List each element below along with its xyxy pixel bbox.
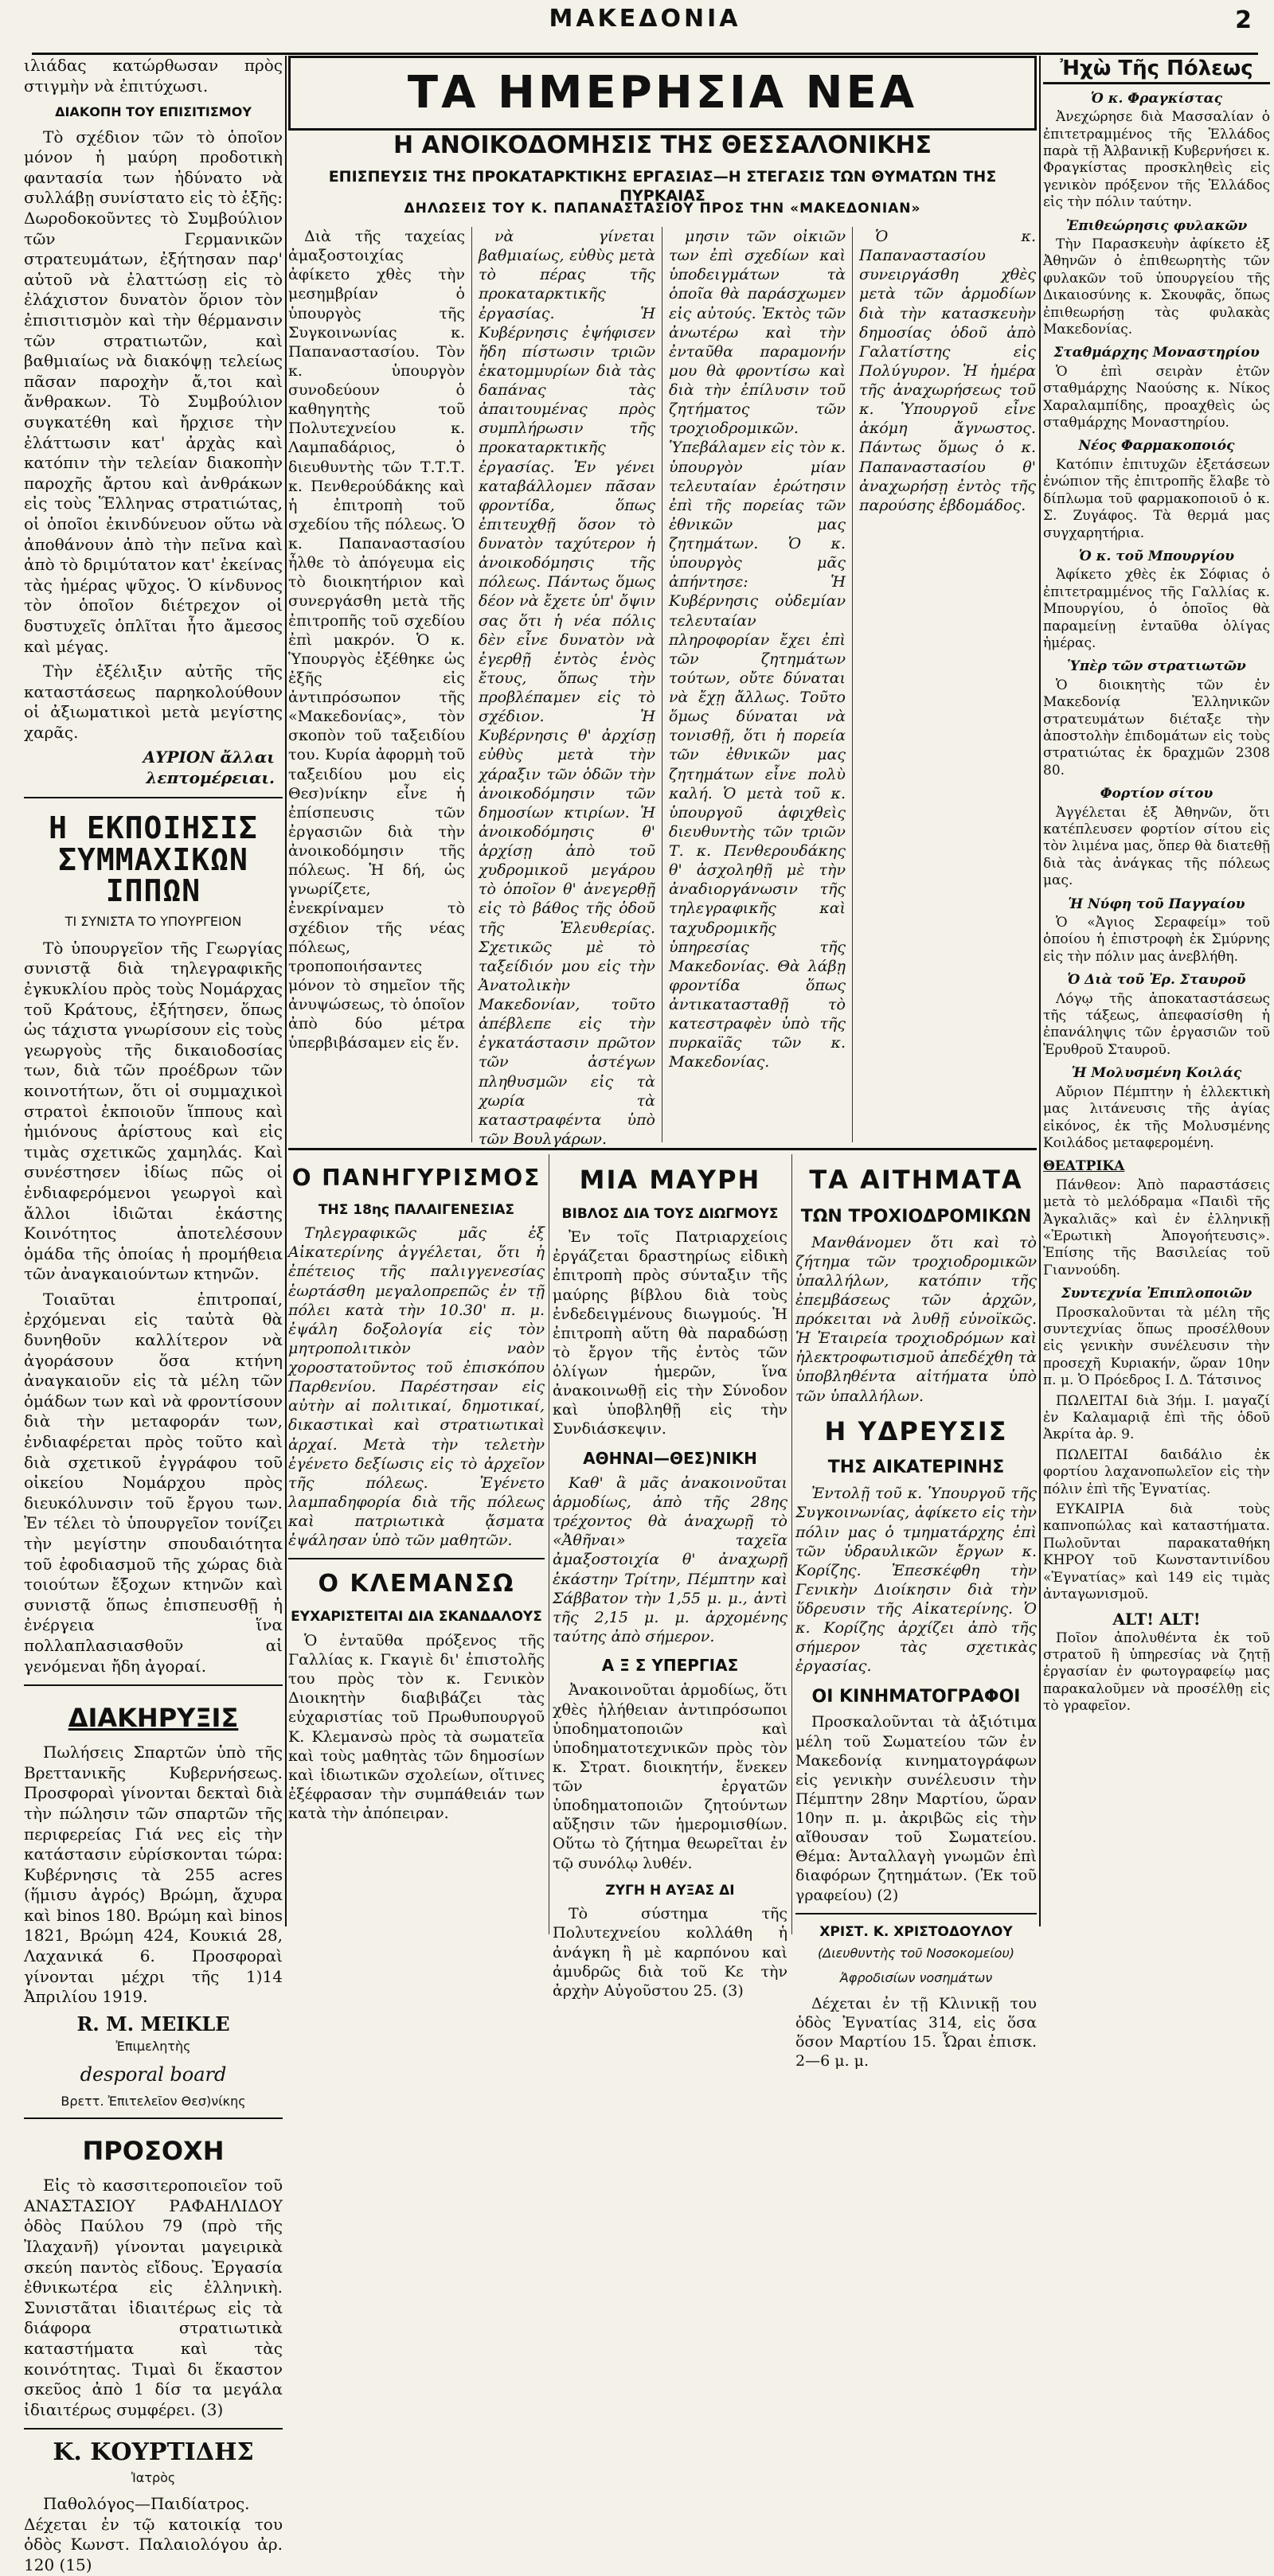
divider	[24, 2428, 283, 2430]
item-text: Ὁ ἐπὶ σειρὰν ἐτῶν σταθμάρχης Ναούσης κ. Νίκος Χαραλαμπίδης, προαχθεὶς ὡς σταθμάρχης Μοναστηρίου.	[1043, 363, 1270, 431]
item-title: Ὑπὲρ τῶν στρατιωτῶν	[1067, 658, 1246, 675]
divider	[288, 1558, 545, 1559]
article-paragraph: Ἀνακοινοῦται ἁρμοδίως, ὅτι χθὲς ἠλήθειαν ἀντιπρόσωποι ὑποδηματοποιῶν καὶ ὑποδηματοτεχνικῶν πρὸς τὸν κ. Στρατ. διοικητήν, ἕνεκεν τῶν ἐργατῶν ὑποδηματοποιῶν ζητούντων αὔξησιν τῶν ἡμερομισθίων. Οὕτω τὸ ζήτημα θεωρεῖται ἐν τῷ συνόλῳ λυθέν.	[553, 1681, 787, 1872]
item-text: Τὴν Παρασκευὴν ἀφίκετο ἐξ Ἀθηνῶν ὁ ἐπιθεωρητὴς τῶν φυλακῶν τοῦ ὑπουργείου τῆς Δικαιοσύνης κ. Σκουφᾶς, ὅπως ἐπιθεωρήσῃ τὰς φυλακὰς Μακεδονίας.	[1043, 236, 1270, 338]
article-paragraph: Καθ' ἃ μᾶς ἀνακοινοῦται ἁρμοδίως, ἀπὸ τῆς 28ης τρέχοντος θὰ ἀναχωρῇ τὸ «Ἀθῆναι» ταχεῖα ἀμαξοστοιχία θ' ἀναχωρῇ ἑκάστην Τρίτην, Πέμπτην καὶ Σάββατον τὴν 1,55 μ. μ., ἀντὶ τῆς 2,15 μ. μ. ἀρχομένης ταύτης ἀπὸ σήμερον.	[553, 1473, 787, 1645]
article-paragraph: μησιν τῶν οἰκιῶν των ἐπὶ σχεδίων καὶ ὑποδειγμάτων τὰ ὁποῖα θὰ παράσχωμεν εἰς αὐτούς. Ἐκτὸς τῶν ἀνωτέρω καὶ τὴν ἐνταῦθα παραμονήν μου θὰ φροντίσω καὶ διὰ τὴν ἐπίλυσιν τοῦ ζητήματος τῶν τροχιοδρομικῶν. Ὑπεβάλαμεν εἰς τὸν κ. ὑπουργὸν μίαν τελευταίαν ἐρώτησιν ἐπὶ τῆς πορείας τῶν ἐθνικῶν μας ζητημάτων. Ὁ κ. ὑπουργὸς μᾶς ἀπήντησε: Ἡ Κυβέρνησις οὐδεμίαν τελευταίαν πληροφορίαν ἔχει ἐπὶ τῶν ζητημάτων τούτων, οὔτε δύναται νὰ ἔχῃ ἄλλως. Τοῦτο ὅμως δύναται νὰ τονισθῇ, ὅτι ἡ πορεία τῶν ἐθνικῶν μας ζητημάτων εἶνε πολὺ καλή. Ὁ μετὰ τοῦ κ. ὑπουργοῦ ἀφιχθεὶς διευθυντὴς τῶν τριῶν Τ. κ. Πενθερουδάκης θ' ἀσχοληθῇ μὲ τὴν ἀναδιοργάνωσιν τῆς τηλεγραφικῆς καὶ ταχυδρομικῆς ὑπηρεσίας τῆς Μακεδονίας. Θὰ λάβῃ φροντίδα ὅπως ἀντικατασταθῇ τὸ κατεστραφὲν ὑπὸ τῆς πυρκαϊᾶς τῶν κ. Μακεδονίας.	[669, 228, 846, 1071]
item-text: Ἀγγέλεται ἐξ Ἀθηνῶν, ὅτι κατέπλευσεν φορτίον σίτου εἰς τὸν λιμένα μας, ὅπερ θὰ διατεθῇ διὰ τὰς ἀνάγκας τῆς πόλεως μας.	[1043, 804, 1270, 889]
classified-ad: ΠΩΛΕΙΤΑΙ διὰ 3ήμ. Ι. μαγαζί ἐν Καλαμαριᾷ ἐπὶ τῆς ὁδοῦ Ἀκρίτα ἀρ. 9.	[1043, 1392, 1270, 1443]
ad-role: (Διευθυντὴς τοῦ Νοσοκομείου)	[818, 1946, 1014, 1961]
item-text: Πάνθεον: Ἀπὸ παραστάσεις μετὰ τὸ μελόδραμα «Παιδὶ τῆς Ἀγκαλιᾶς» καὶ ἐν ἐλληνικῇ «Ἐρωτικὴ Ἀπογοήτευσις». Ἐπίσης τῆς Βασιλείας τοῦ Γιαννούδη.	[1043, 1177, 1270, 1278]
article-subheadline: ΤΩΝ ΤΡΟΧΙΟΔΡΟΜΙΚΩΝ	[800, 1206, 1032, 1227]
page-number: 2	[1235, 6, 1252, 34]
item-title: Φορτίον σίτου	[1100, 786, 1213, 802]
article-headline: ΟΙ ΚΙΝΗΜΑΤΟΓΡΑΦΟΙ	[811, 1686, 1021, 1707]
section-title: ΔΙΑΚΟΠΗ ΤΟΥ ΕΠΙΣΙΤΙΣΜΟΥ	[55, 104, 252, 120]
item-title: Ὁ κ. Φραγκίστας	[1090, 90, 1223, 107]
article-paragraph: Τὸ ὑπουργεῖον τῆς Γεωργίας συνιστᾷ διὰ τηλεγραφικῆς ἐγκυκλίου πρὸς τοὺς Νομάρχας τοῦ Κράτους, ἐξήτησεν, ὅπως ὡς τάχιστα γνωρίσουν εἰς τοὺς γεωργοὺς τῆς δικαιοδοσίας των, διὰ τῶν προέδρων τῶν κοινοτήτων, ὅτι οἱ συμμαχικοὶ στρατοὶ ἐκποιοῦν ἵππους καὶ ἡμιόνους ἀρίστους καὶ εἰς τιμὰς σχετικῶς χαμηλάς. Καὶ συνέστησεν ἰδίως πῶς οἱ ἐνδιαφερόμενοι γεωργοὶ καὶ ἄλλοι ἰδιῶται ἑκάστης Κοινότητος ἀποτελέσουν ὁμάδα τῆς ὁποίας ἡ προμήθεια τῶν ἀναγκαιούντων κτηνῶν.	[24, 938, 283, 1284]
ad-signer: R. M. MEIKLE	[76, 2012, 230, 2035]
article-headline: Ο ΠΑΝΗΓΥΡΙΣΜΟΣ	[291, 1165, 541, 1191]
article-paragraph: Ὁ κ. Παπαναστασίου συνειργάσθη χθὲς μετὰ τῶν ἁρμοδίων διὰ τὴν κατασκευὴν δημοσίας ὁδοῦ ἀπὸ Γαλατίστης εἰς Πολύγυρον. Ἡ ἡμέρα τῆς ἀναχωρήσεως τοῦ κ. Ὑπουργοῦ εἶνε ἀκόμη ἄγνωστος. Πάντως ὅμως ὁ κ. Παπαναστασίου θ' ἀναχωρήσῃ ἐντὸς τῆς παρούσης ἑβδομάδος.	[859, 228, 1036, 514]
article-headline: Ο ΚΛΕΜΑΝΣΩ	[318, 1570, 515, 1598]
divider	[24, 2117, 283, 2119]
lead-column-4	[859, 227, 1036, 1142]
ad-title: ALT! ALT!	[1112, 1610, 1201, 1630]
article-sign: ΑΥΡΙΟΝ ἄλλαι λεπτομέρειαι.	[143, 747, 275, 788]
item-title: Ἡ Νύφη τοῦ Παγγαίου	[1068, 896, 1245, 912]
item-text: Ὁ «Ἀγιος Σεραφείμ» τοῦ ὁποίου ἡ ἐπιστροφὴ ἐκ Σμύρνης εἰς τὴν πόλιν μας ἀνεβλήθη.	[1043, 915, 1270, 965]
ad-signer-role: Ἐπιμελητὴς	[115, 2038, 191, 2054]
article-headline: ΤΑ ΑΙΤΗΜΑΤΑ	[809, 1165, 1023, 1195]
ad-signer-place: Βρεττ. Ἐπιτελεῖον Θεσ)νίκης	[61, 2093, 246, 2109]
article-subheadline: ΤΙ ΣΥΝΙΣΤΑ ΤΟ ΥΠΟΥΡΓΕΙΟΝ	[64, 914, 242, 930]
column-rule	[791, 1154, 792, 1934]
item-title: Ὁ κ. τοῦ Μπουργίου	[1078, 548, 1235, 564]
article-paragraph: Τὴν ἐξέλιξιν αὐτῆς τῆς καταστάσεως παρηκολούθουν οἱ ἀξιωματικοὶ μετὰ μεγίστης χαρᾶς.	[24, 662, 283, 742]
left-column	[24, 56, 283, 2574]
classified-ad: ΕΥΚΑΙΡΙΑ διὰ τοὺς καπνοπώλας καὶ καταστήματα. Πωλοῦνται παρακαταθήκη ΚΗΡΟΥ τοῦ Κωνσταντινίδου «Ἐγνατίας» καὶ 149 εἰς τιμὰς ἀνταγωνισμοῦ.	[1043, 1501, 1270, 1603]
item-title: Συντεχνία Ἐπιπλοποιῶν	[1061, 1286, 1253, 1302]
lead-byline: ΔΗΛΩΣΕΙΣ ΤΟΥ Κ. ΠΑΠΑΝΑΣΤΑΣΙΟΥ ΠΡΟΣ ΤΗΝ «ΜΑΚΕΔΟΝΙΑΝ»	[404, 201, 921, 217]
article-paragraph: Τοιαῦται ἐπιτροπαί, ἐρχόμεναι εἰς ταὐτὰ θὰ δυνηθοῦν καλλίτερον νὰ ἀγοράσουν ὅσα κτήνη ἀναγκαιοῦν εἰς τὰ μέλη τῶν ὁμάδων των καὶ νὰ φροντίσουν διὰ τὴν μεταφοράν των, ἐνδιαφέρεται πρὸς τοῦτο καὶ διὰ σχετικοῦ ἐγγράφου τοῦ οἰκείου Νομάρχου πρὸς διευκόλυνσιν τοῦ ἔργου των. Ἐν τέλει τὸ ὑπουργεῖον τονίζει τὴν μεγίστην σπουδαιότητα τοῦ ἐφοδιασμοῦ τῆς χώρας διὰ τοιούτων ἔξοχων κτηνῶν καὶ συνιστᾷ ὅπως ἐπισπευσθῇ ἡ ἐνέργεια ἵνα πολλαπλασιασθοῦν αἱ γενόμεναι ἤδη ἀγοραί.	[24, 1289, 283, 1676]
item-text: Προσκαλοῦνται τὰ μέλη τῆς συντεχνίας ὅπως προσέλθουν εἰς γενικὴν συνέλευσιν τὴν προσεχῆ Κυριακήν, ὥραν 10ην π. μ. Ὁ Πρόεδρος Ι. Δ. Τάτσινος	[1043, 1304, 1270, 1389]
section-banner: ΤΑ ΗΜΕΡΗΣΙΑ ΝΕΑ	[288, 56, 1037, 131]
article-subheadline: ΤΗΣ 18ης ΠΑΛΑΙΓΕΝΕΣΙΑΣ	[318, 1201, 515, 1218]
bottom-column-3	[795, 1154, 1037, 2071]
classified-ad: ΠΩΛΕΙΤΑΙ δαιδάλιο ἐκ φορτίου λαχανοπωλεῖον εἰς τὴν πόλιν ἐπὶ τῆς Ἐγνατίας.	[1043, 1446, 1270, 1497]
ad-specialty: Ἀφροδισίων νοσημάτων	[839, 1969, 993, 1985]
lead-column-1	[288, 227, 465, 1142]
ad-text: Παθολόγος—Παιδίατρος. Δέχεται ἐν τῷ κατοικίᾳ του ὁδὸς Κωνστ. Παλαιολόγου ἀρ. 120 (15)	[24, 2494, 283, 2574]
column-rule	[471, 227, 472, 1142]
item-title: Ἐπιθεώρησις φυλακῶν	[1065, 217, 1248, 234]
item-text: Αὔριον Πέμπτην ἡ ἑλλεκτικὴ μας λιτάνευσις τῆς ἁγίας εἰκόνος, ἐκ τῆς Μολυσμένης Κοιλάδος μεταφερομένη.	[1043, 1083, 1270, 1151]
center-section	[288, 56, 1037, 2071]
divider	[24, 797, 283, 798]
masthead	[32, 5, 1258, 55]
item-title: Ὁ Διὰ τοῦ Ἐρ. Σταυροῦ	[1067, 972, 1246, 989]
column-rule	[852, 227, 853, 1142]
lead-column-3	[669, 227, 846, 1142]
column-title: Ἠχὼ Τῆς Πόλεως	[1043, 56, 1270, 84]
article-subheadline: ΒΙΒΛΟΣ ΔΙΑ ΤΟΥΣ ΔΙΩΓΜΟΥΣ	[561, 1205, 779, 1222]
ad-signer-org: desporal board	[80, 2063, 227, 2086]
ad-text: Εἰς τὸ κασσιτεροποιεῖον τοῦ ΑΝΑΣΤΑΣΙΟΥ ΡΑΦΑΗΛΙΔΟΥ ὁδὸς Παύλου 79 (πρὸ τῆς Ἰλαχανῆ) γίνονται μαγειρικὰ σκεύη παντὸς εἴδους. Ἐργασία ἐθνικωτέρα εἰς ἐλληνικὴ. Συνιστᾶται ἰδιαιτέρως εἰς τὰ διάφορα στρατιωτικὰ καταστήματα καὶ τὰς κοινότητας. Τιμαὶ δι ἕκαστον σκεῦος ἀπὸ 1 δίσ τα μεγάλα ἰδιαιτέρως συμφέρει. (3)	[24, 2176, 283, 2419]
ad-title: ΠΡΟΣΟΧΗ	[82, 2136, 225, 2167]
item-title: Νέος Φαρμακοποιός	[1078, 438, 1235, 455]
item-text: Ἀφίκετο χθὲς ἐκ Σόφιας ὁ ἐπιτετραμμένος τῆς Γαλλίας κ. Μπουργίου, ὁ ὁποῖος θὰ παραμείνῃ ἐνταῦθα ὀλίγας ἡμέρας.	[1043, 567, 1270, 651]
divider	[24, 1684, 283, 1686]
bottom-column-2	[553, 1154, 787, 2000]
article-paragraph: Προσκαλοῦνται τὰ ἀξιότιμα μέλη τοῦ Σωματείου τῶν ἐν Μακεδονίᾳ κινηματογράφων εἰς γενικὴν συνέλευσιν τὴν Πέμπτην 28ην Μαρτίου, ὥραν 10ην π. μ. ἀκριβῶς εἰς τὴν αἴθουσαν τοῦ Σωματείου. Θέμα: Ἀνταλλαγὴ γνωμῶν ἐπὶ διαφόρων ζητημάτων. (Ἐκ τοῦ γραφείου) (2)	[795, 1713, 1037, 1904]
column-rule	[1039, 56, 1041, 1926]
article-headline: Α Ξ Σ ΥΠΕΡΓΙΑΣ	[601, 1656, 739, 1676]
ad-text: Δέχεται ἐν τῇ Κλινικῇ του ὁδὸς Ἐγνατίας 314, εἰς ὅσα ὅσον Μαρτίου 15. Ὧραι ἐπισκ. 2—6 μ. μ.	[795, 1994, 1037, 2071]
article-paragraph: Τὸ σύστημα τῆς Πολυτεχνείου κολλάθη ἡ ἀνάγκη ἢ μὲ καρπόνου καὶ ἀμυδρῶς διὰ τοῦ Κε τὴν ἀρχὴν Αὐγοῦστου 25. (3)	[553, 1905, 787, 2000]
item-title: ΘΕΑΤΡΙΚΑ	[1043, 1158, 1125, 1175]
article-headline: ΜΙΑ ΜΑΥΡΗ	[579, 1165, 761, 1195]
item-text: Ἀνεχώρησε διὰ Μασσαλίαν ὁ ἐπιτετραμμένος τῆς Ἑλλάδος παρὰ τῇ Ἀλβανικῇ Κυβερνήσει κ. Φραγκίστας προσκληθεὶς εἰς γενικὸν πρόξενον τῆς Ἑλλάδος εἰς τὴν πόλιν ταύτην.	[1043, 109, 1270, 211]
article-headline: ΑΘΗΝΑΙ—ΘΕΣ)ΝΙΚΗ	[583, 1448, 757, 1468]
article-paragraph: νὰ γίνεται βαθμιαίως, εὐθὺς μετὰ τὸ πέρας τῆς προκαταρκτικῆς ἐργασίας. Ἡ Κυβέρνησις ἐψήφισεν ἤδη πίστωσιν τριῶν ἑκατομμυρίων διὰ τὰς δαπάνας τὰς ἀπαιτουμένας πρὸς συμπλήρωσιν τῆς προκαταρκτικῆς ἐργασίας. Ἐν γένει καταβάλλομεν πᾶσαν φροντίδα, ὅπως ἐπιτευχθῇ ὅσον τὸ δυνατὸν ταχύτερον ἡ ἀνοικοδόμησις τῆς πόλεως. Πάντως ὅμως δέον νὰ ἔχετε ὑπ' ὄψιν σας ὅτι ἡ νέα πόλις δὲν εἶνε δυνατὸν νὰ ἐγερθῇ ἐντὸς ἑνὸς ἔτους, ὅπως τὴν προβλέπαμεν εἰς τὸ σχέδιον. Ἡ Κυβέρνησις θ' ἀρχίσῃ εὐθὺς μετὰ τὴν χάραξιν τῶν ὁδῶν τὴν ἀνοικοδόμησιν τῶν δημοσίων κτιρίων. Ἡ ἀνοικοδόμησις θ' ἀρχίσῃ ἀπὸ τοῦ χυδρομικοῦ μεγάρου τὸ ὁποῖον θ' ἀνεγερθῇ εἰς τὸ βάθος τῆς ὁδοῦ τῆς Ἐλευθερίας. Σχετικῶς μὲ τὸ ταξείδιόν μου εἰς τὴν Ἀνατολικὴν Μακεδονίαν, τοῦτο ἀπέβλεπε εἰς τὴν ἐγκατάστασιν πρῶτον τῶν ἀστέγων πληθυσμῶν εἰς τὰ χωρία τὰ καταστραφέντα ὑπὸ τῶν Βουλγάρων.	[479, 228, 655, 1148]
ad-role: Ἰατρὸς	[131, 2469, 176, 2485]
ad-name: ΧΡΙΣΤ. Κ. ΧΡΙΣΤΟΔΟΥΛΟΥ	[819, 1923, 1013, 1940]
article-subheadline: ΤΗΣ ΑΙΚΑΤΕΡΙΝΗΣ	[827, 1458, 1005, 1478]
divider	[795, 1913, 1037, 1914]
column-rule	[285, 56, 287, 1926]
lead-headline: Η ΑΝΟΙΚΟΔΟΜΗΣΙΣ ΤΗΣ ΘΕΣΣΑΛΟΝΙΚΗΣ	[393, 131, 932, 159]
lead-column-2	[479, 227, 655, 1148]
ad-title: ΔΙΑΚΗΡΥΞΙΣ	[68, 1703, 239, 1734]
article-paragraph: Ἐν τοῖς Πατριαρχείοις ἐργάζεται δραστηρίως εἰδικὴ ἐπιτροπὴ πρὸς σύνταξιν τῆς μαύρης βίβλου διὰ τοὺς ἐνδεδειγμένους διωγμούς. Ἡ ἐπιτροπὴ αὕτη θὰ παραδώσῃ τὸ ἔργον τῆς ἐντὸς τῶν ὀλίγων ἡμερῶν, ἵνα ἀνακοινωθῇ εἰς τὴν Σύνοδον καὶ ὑποβληθῇ εἰς τὴν Συνδιάσκεψιν.	[553, 1228, 787, 1438]
item-title: Ἡ Μολυσμένη Κοιλάς	[1071, 1065, 1242, 1082]
article-paragraph: Τηλεγραφικῶς μᾶς ἐξ Αἰκατερίνης ἀγγέλεται, ὅτι ἡ ἐπέτειος τῆς παλιγγενεσίας ἑωρτάσθη μεγαλοπρεπῶς ἐν τῇ πόλει κατὰ τὴν 10.30' π. μ. ἐψάλη δοξολογία εἰς τὸν μητροπολιτικὸν ναὸν χοροστατοῦντος τοῦ ἐπισκόπου Παρθενίου. Παρέστησαν εἰς αὐτὴν αἱ πολιτικαί, δημοτικαί, δικαστικαὶ καὶ στρατιωτικαὶ ἀρχαί. Μετὰ τὴν τελετὴν ἐγένετο δεξίωσις εἰς τὸ ἀρχεῖον τῆς πόλεως. Ἐγένετο λαμπαδηφορία διὰ τῆς πόλεως καὶ πατριωτικὰ ᾄσματα ἐψάλησαν ὑπὸ τῶν μαθητῶν.	[288, 1224, 545, 1550]
item-text: Κατόπιν ἐπιτυχῶν ἐξετάσεων ἐνώπιον τῆς ἐπιτροπῆς ἔλαβε τὸ δίπλωμα τοῦ φαρμακοποιοῦ ὁ κ. Σ. Ζυγάφος. Τὰ θερμά μας συγχαρητήρια.	[1043, 456, 1270, 541]
bottom-column-1	[288, 1154, 545, 1934]
lead-subheadline: ΕΠΙΣΠΕΥΣΙΣ ΤΗΣ ΠΡΟΚΑΤΑΡΚΤΙΚΗΣ ΕΡΓΑΣΙΑΣ—Η ΣΤΕΓΑΣΙΣ ΤΩΝ ΘΥΜΑΤΩΝ ΤΗΣ ΠΥΡΚΑΙΑΣ	[328, 168, 997, 205]
article-paragraph: Ἐντολῇ τοῦ κ. Ὑπουργοῦ τῆς Συγκοινωνίας, ἀφίκετο εἰς τὴν πόλιν μας ὁ τμηματάρχης ἐπὶ τῶν ὑδραυλικῶν ἔργων κ. Κορίζης. Ἐπεσκέφθη τὴν Γενικὴν Διοίκησιν διὰ τὴν ὕδρευσιν τῆς Αἰκατερίνης. Ὁ κ. Κορίζης ἀρχίζει ἀπὸ τῆς σήμερον τὰς σχετικὰς ἐργασίας.	[795, 1485, 1037, 1676]
article-paragraph: Μανθάνομεν ὅτι καὶ τὸ ζήτημα τῶν τροχιοδρομικῶν ὑπαλλήλων, κατόπιν τῆς ἐπεμβάσεως τῶν ἀρχῶν, πρόκειται νὰ λυθῇ εὐνοϊκῶς. Ἡ Ἑταιρεία τροχιοδρόμων καὶ ἠλεκτροφωτισμοῦ ἀπεδέχθη τὰ ὑποβληθέντα αἰτήματα ὑπὸ τῶν ὑπαλλήλων.	[795, 1233, 1037, 1405]
article-headline: Η ΕΚΠΟΙΗΣΙΣ ΣΥΜΜΑΧΙΚΩΝ ΙΠΠΩΝ	[49, 810, 258, 909]
newspaper-name: ΜΑΚΕΔΟΝΙΑ	[549, 5, 741, 33]
item-text: Ὁ διοικητὴς τῶν ἐν Μακεδονίᾳ Ἑλληνικῶν στρατευμάτων διέταξε τὴν ἀποστολὴν ἐπιδομάτων εἰς τοὺς στρατιώτας ἐκ δραχμῶν 2308 80.	[1043, 677, 1270, 779]
article-headline: Η ΥΔΡΕΥΣΙΣ	[824, 1415, 1008, 1446]
article-paragraph: Ὁ ἐνταῦθα πρόξενος τῆς Γαλλίας κ. Γκαγιὲ δι' ἐπιστολῆς του πρὸς τὸν κ. Γενικὸν Διοικητὴν διαβιβάζει τὰς εὐχαριστίας τοῦ Πρωθυπουργοῦ Κ. Κλεμανσὼ πρὸς τὰ σωματεῖα καὶ τοὺς μαθητὰς τῶν δημοσίων καὶ ἰδιωτικῶν σχολείων, οἵτινες ἐξέφρασαν τὴν συμπάθειάν των κατὰ τὴν ἀπόπειραν.	[288, 1631, 545, 1823]
article-paragraph: Τὸ σχέδιον τῶν τὸ ὁποῖον μόνον ἡ μαύρη προδοτικὴ φαντασία των ἠδύνατο νὰ συλλάβῃ συνίστατο εἰς τὸ ἑξῆς: Δωροδοκοῦντες τὸ Συμβούλιον τῶν Γερμανικῶν στρατευμάτων, ἐξήτησαν παρ' αὐτοῦ νὰ ἐλαττώσῃ εἰς τὸ ἐλάχιστον δυνατὸν ὅριον τὸν ἐπισιτισμὸν καὶ τὴν θέρμανσιν τῶν στρατιωτῶν, καὶ βαθμιαίως νὰ διακόψῃ τελείως πᾶσαν παροχὴν ἄ,τοι καὶ ἄνθρακων. Τὸ Συμβούλιον συγκατέθη καὶ ἤρχισε τὴν ἐλάττωσιν κατ' ἀρχὰς καὶ κατόπιν τὴν τελείαν διακοπὴν παροχῆς ἄρτου καὶ ἀνθράκων εἰς τοὺς Ἕλληνας στρατιώτας, οἱ ὁποῖοι ἐκινδύνευον οὕτω νὰ ἀποθάνουν ἀπὸ τὴν πεῖνα καὶ ἀπὸ τὸ δριμύτατον κατ' ἐκείνας τὰς ἡμέρας ψῦχος. Ὁ κίνδυνος τὸν ὁποῖον διέτρεχον οἱ δυστυχεῖς ὁπλῖται ἦτο ἄμεσος καὶ μέγας.	[24, 127, 283, 656]
right-column	[1043, 56, 1270, 1934]
ad-text: Πωλήσεις Σπαρτῶν ὑπὸ τῆς Βρεττανικῆς Κυβερνήσεως. Προσφοραὶ γίνονται δεκταὶ διὰ τὴν πώλησιν τῶν σπαρτῶν τῆς περιφερείας Γιά νες εἰς τὴν κατάστασιν εὑρίσκονται τώρα: Κυβέρνησις τὰ 255 acres (ἥμισυ ἀγρός) Βρώμη, ἄχυρα καὶ binos 180. Βρώμη καὶ binos 1821, Βρώμη 424, Κουκιά 28, Λαχανικά 6. Προσφοραὶ γίνονται μέχρι τῆς 1)14 Ἀπριλίου 1919.	[24, 1743, 283, 2007]
continued-text: ιλιάδας κατώρθωσαν πρὸς στιγμὴν νὰ ἐπιτύχωσι.	[24, 56, 283, 96]
article-subheadline: ΕΥΧΑΡΙΣΤΕΙΤΑΙ ΔΙΑ ΣΚΑΝΔΑΛΟΥΣ	[291, 1609, 542, 1626]
classified-ad: Ποῖον ἀπολυθέντα ἐκ τοῦ στρατοῦ ἢ ὑπηρεσίας νὰ ζητῇ ἐργασίαν ἐν φωτογραφείῳ μας παρακαλοῦμεν νὰ προσέλθῃ εἰς τὸ γραφεῖον.	[1043, 1630, 1270, 1715]
section-divider	[288, 1148, 1037, 1150]
article-headline: ΖΥΓΗ Η ΑΥΞΑΣ ΔΙ	[605, 1882, 735, 1899]
ad-name: Κ. ΚΟΥΡΤΙΔΗΣ	[53, 2438, 254, 2467]
item-text: Λόγῳ τῆς ἀποκαταστάσεως τῆς τάξεως, ἀπεφασίσθη ἡ ἐπανάληψις τῶν ἐργασιῶν τοῦ Ἐρυθροῦ Σταυροῦ.	[1043, 990, 1270, 1058]
article-paragraph: Διὰ τῆς ταχείας ἀμαξοστοιχίας ἀφίκετο χθὲς τὴν μεσημβρίαν ὁ ὑπουργὸς τῆς Συγκοινωνίας κ. Παπαναστασίου. Τὸν κ. ὑπουργὸν συνοδεύουν ὁ καθηγητὴς τοῦ Πολυτεχνείου κ. Λαμπαδάριος, ὁ διευθυντὴς τῶν Τ.Τ.Τ. κ. Πενθερούδάκης καὶ ἡ ἐπιτροπὴ τοῦ σχεδίου τῆς πόλεως. Ὁ κ. Παπαναστασίου ἦλθε τὸ ἀπόγευμα εἰς τὸ διοικητήριον καὶ συνεργάσθη μετὰ τῆς ἐπιτροπῆς τοῦ σχεδίου ἐπὶ μακρόν. Ὁ κ. Ὑπουργὸς ἐξέθηκε ὡς ἐξῆς εἰς ἀντιπρόσωπον τῆς «Μακεδονίας», τὸν σκοπὸν τοῦ ταξειδίου του. Κυρία ἀφορμὴ τοῦ ταξειδίου μου εἰς Θεσ)νίκην εἶνε ἡ ἐπίσπευσις τῶν ἐργασιῶν διὰ τὴν ἀνοικοδόμησιν τῆς πόλεως. Ἡ δή, ὡς γνωρίζετε, ἐνεκρίναμεν τὸ σχέδιον τῆς νέας πόλεως, τροποποιήσαντες μόνον τὸ σημεῖον τῆς ἀνυψώσεως, τὸ ὁποῖον ἀπὸ δύο μέτρα ὑπερβιβάσαμεν εἰς ἕν.	[288, 228, 465, 1052]
item-title: Σταθμάρχης Μοναστηρίου	[1053, 345, 1260, 361]
